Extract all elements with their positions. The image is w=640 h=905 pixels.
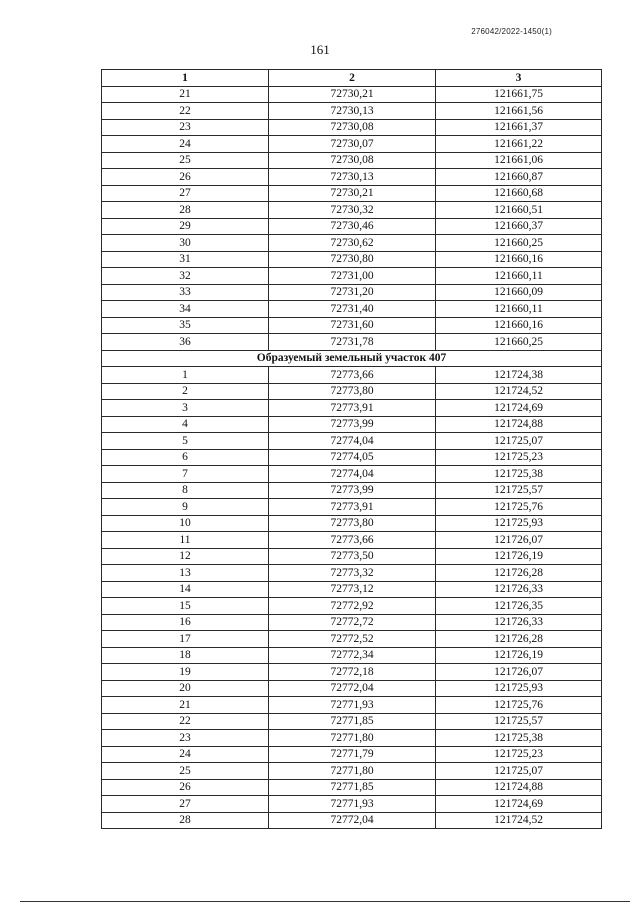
y-coordinate-cell: 121726,33 [436,614,602,631]
x-coordinate-cell: 72730,07 [269,136,436,153]
table-row [102,515,602,532]
x-coordinate-cell: 72771,85 [269,713,436,730]
table-row [102,763,602,780]
y-coordinate-cell: 121724,88 [436,416,602,433]
y-coordinate-cell: 121660,11 [436,268,602,285]
point-number-cell: 10 [102,515,269,532]
point-number-cell: 13 [102,565,269,582]
y-coordinate-cell: 121660,87 [436,169,602,186]
point-number-cell: 22 [102,103,269,120]
x-coordinate-cell: 72773,80 [269,383,436,400]
table-row [102,631,602,648]
y-coordinate-cell: 121660,25 [436,235,602,252]
y-coordinate-cell: 121660,68 [436,185,602,202]
y-coordinate-cell: 121660,11 [436,301,602,318]
table-row [102,251,602,268]
x-coordinate-cell: 72731,40 [269,301,436,318]
point-number-cell: 23 [102,119,269,136]
x-coordinate-cell: 72730,08 [269,119,436,136]
y-coordinate-cell: 121724,69 [436,400,602,417]
y-coordinate-cell: 121725,57 [436,713,602,730]
table-row [102,581,602,598]
point-number-cell: 14 [102,581,269,598]
x-coordinate-cell: 72731,00 [269,268,436,285]
point-number-cell: 24 [102,136,269,153]
table-row [102,202,602,219]
table-row [102,317,602,334]
x-coordinate-cell: 72771,93 [269,697,436,714]
y-coordinate-cell: 121660,37 [436,218,602,235]
point-number-cell: 5 [102,433,269,450]
y-coordinate-cell: 121660,16 [436,251,602,268]
x-coordinate-cell: 72773,32 [269,565,436,582]
table-row [102,713,602,730]
point-number-cell: 7 [102,466,269,483]
point-number-cell: 21 [102,697,269,714]
x-coordinate-cell: 72774,04 [269,466,436,483]
point-number-cell: 30 [102,235,269,252]
x-coordinate-cell: 72771,80 [269,763,436,780]
table-row [102,235,602,252]
x-coordinate-cell: 72772,34 [269,647,436,664]
x-coordinate-cell: 72730,32 [269,202,436,219]
point-number-cell: 31 [102,251,269,268]
y-coordinate-cell: 121725,38 [436,466,602,483]
y-coordinate-cell: 121726,07 [436,664,602,681]
x-coordinate-cell: 72774,05 [269,449,436,466]
x-coordinate-cell: 72774,04 [269,433,436,450]
point-number-cell: 17 [102,631,269,648]
page-number: 161 [310,42,330,57]
point-number-cell: 2 [102,383,269,400]
point-number-cell: 29 [102,218,269,235]
section-row [102,350,602,367]
table-row [102,598,602,615]
table-header-row [102,70,602,87]
y-coordinate-cell: 121726,28 [436,631,602,648]
point-number-cell: 32 [102,268,269,285]
point-number-cell: 34 [102,301,269,318]
point-number-cell: 12 [102,548,269,565]
point-number-cell: 35 [102,317,269,334]
x-coordinate-cell: 72772,04 [269,812,436,829]
bottom-rule [20,901,630,902]
table-body-bottom [102,367,602,829]
point-number-cell: 6 [102,449,269,466]
point-number-cell: 15 [102,598,269,615]
x-coordinate-cell: 72730,13 [269,103,436,120]
x-coordinate-cell: 72773,50 [269,548,436,565]
y-coordinate-cell: 121724,38 [436,367,602,384]
y-coordinate-cell: 121660,51 [436,202,602,219]
y-coordinate-cell: 121726,19 [436,647,602,664]
x-coordinate-cell: 72730,21 [269,185,436,202]
x-coordinate-cell: 72773,99 [269,416,436,433]
point-number-cell: 19 [102,664,269,681]
x-coordinate-cell: 72730,08 [269,152,436,169]
y-coordinate-cell: 121661,06 [436,152,602,169]
x-coordinate-cell: 72730,80 [269,251,436,268]
x-coordinate-cell: 72771,80 [269,730,436,747]
point-number-cell: 21 [102,86,269,103]
y-coordinate-cell: 121660,25 [436,334,602,351]
y-coordinate-cell: 121661,56 [436,103,602,120]
point-number-cell: 1 [102,367,269,384]
x-coordinate-cell: 72730,21 [269,86,436,103]
y-coordinate-cell: 121725,07 [436,763,602,780]
y-coordinate-cell: 121660,16 [436,317,602,334]
x-coordinate-cell: 72772,92 [269,598,436,615]
y-coordinate-cell: 121725,76 [436,697,602,714]
table-row [102,779,602,796]
point-number-cell: 23 [102,730,269,747]
x-coordinate-cell: 72771,85 [269,779,436,796]
column-header-3: 3 [436,70,602,87]
table-row [102,185,602,202]
table-row [102,218,602,235]
section-title: Образуемый земельный участок 407 [102,350,602,367]
point-number-cell: 11 [102,532,269,549]
table-row [102,103,602,120]
y-coordinate-cell: 121660,09 [436,284,602,301]
x-coordinate-cell: 72773,91 [269,400,436,417]
x-coordinate-cell: 72772,72 [269,614,436,631]
x-coordinate-cell: 72730,46 [269,218,436,235]
table-row [102,301,602,318]
x-coordinate-cell: 72773,80 [269,515,436,532]
point-number-cell: 24 [102,746,269,763]
y-coordinate-cell: 121725,07 [436,433,602,450]
x-coordinate-cell: 72771,79 [269,746,436,763]
table-row [102,367,602,384]
table-row [102,614,602,631]
x-coordinate-cell: 72730,62 [269,235,436,252]
table-row [102,433,602,450]
point-number-cell: 18 [102,647,269,664]
y-coordinate-cell: 121724,69 [436,796,602,813]
y-coordinate-cell: 121661,75 [436,86,602,103]
table-row [102,136,602,153]
point-number-cell: 8 [102,482,269,499]
x-coordinate-cell: 72773,66 [269,367,436,384]
table-row [102,334,602,351]
x-coordinate-cell: 72731,60 [269,317,436,334]
point-number-cell: 9 [102,499,269,516]
table-row [102,449,602,466]
point-number-cell: 4 [102,416,269,433]
y-coordinate-cell: 121725,38 [436,730,602,747]
table-row [102,548,602,565]
y-coordinate-cell: 121661,37 [436,119,602,136]
point-number-cell: 27 [102,796,269,813]
y-coordinate-cell: 121725,93 [436,515,602,532]
y-coordinate-cell: 121726,19 [436,548,602,565]
table-row [102,697,602,714]
y-coordinate-cell: 121726,33 [436,581,602,598]
point-number-cell: 36 [102,334,269,351]
x-coordinate-cell: 72772,04 [269,680,436,697]
point-number-cell: 25 [102,763,269,780]
point-number-cell: 16 [102,614,269,631]
x-coordinate-cell: 72772,52 [269,631,436,648]
table-body-top [102,86,602,350]
x-coordinate-cell: 72730,13 [269,169,436,186]
table-row [102,416,602,433]
point-number-cell: 28 [102,812,269,829]
table-row [102,86,602,103]
table-row [102,796,602,813]
x-coordinate-cell: 72773,12 [269,581,436,598]
x-coordinate-cell: 72773,99 [269,482,436,499]
table-row [102,565,602,582]
y-coordinate-cell: 121725,23 [436,449,602,466]
point-number-cell: 3 [102,400,269,417]
y-coordinate-cell: 121726,35 [436,598,602,615]
y-coordinate-cell: 121725,93 [436,680,602,697]
point-number-cell: 25 [102,152,269,169]
x-coordinate-cell: 72771,93 [269,796,436,813]
table-row [102,169,602,186]
x-coordinate-cell: 72772,18 [269,664,436,681]
table-row [102,400,602,417]
table-row [102,730,602,747]
x-coordinate-cell: 72731,20 [269,284,436,301]
coordinates-table [101,69,602,829]
table-row [102,664,602,681]
table-row [102,152,602,169]
y-coordinate-cell: 121726,28 [436,565,602,582]
x-coordinate-cell: 72731,78 [269,334,436,351]
point-number-cell: 26 [102,779,269,796]
point-number-cell: 22 [102,713,269,730]
point-number-cell: 33 [102,284,269,301]
point-number-cell: 27 [102,185,269,202]
table-row [102,812,602,829]
table-row [102,746,602,763]
table-row [102,284,602,301]
y-coordinate-cell: 121661,22 [436,136,602,153]
y-coordinate-cell: 121724,88 [436,779,602,796]
table-row [102,647,602,664]
table-row [102,268,602,285]
table-row [102,383,602,400]
y-coordinate-cell: 121724,52 [436,812,602,829]
table-row [102,466,602,483]
point-number-cell: 26 [102,169,269,186]
point-number-cell: 28 [102,202,269,219]
y-coordinate-cell: 121725,76 [436,499,602,516]
y-coordinate-cell: 121724,52 [436,383,602,400]
table-row [102,499,602,516]
x-coordinate-cell: 72773,66 [269,532,436,549]
table-row [102,680,602,697]
table-row [102,119,602,136]
table-row [102,532,602,549]
document-id: 276042/2022-1450(1) [471,27,552,36]
column-header-1: 1 [102,70,269,87]
y-coordinate-cell: 121726,07 [436,532,602,549]
point-number-cell: 20 [102,680,269,697]
x-coordinate-cell: 72773,91 [269,499,436,516]
table-row [102,482,602,499]
y-coordinate-cell: 121725,23 [436,746,602,763]
column-header-2: 2 [269,70,436,87]
y-coordinate-cell: 121725,57 [436,482,602,499]
